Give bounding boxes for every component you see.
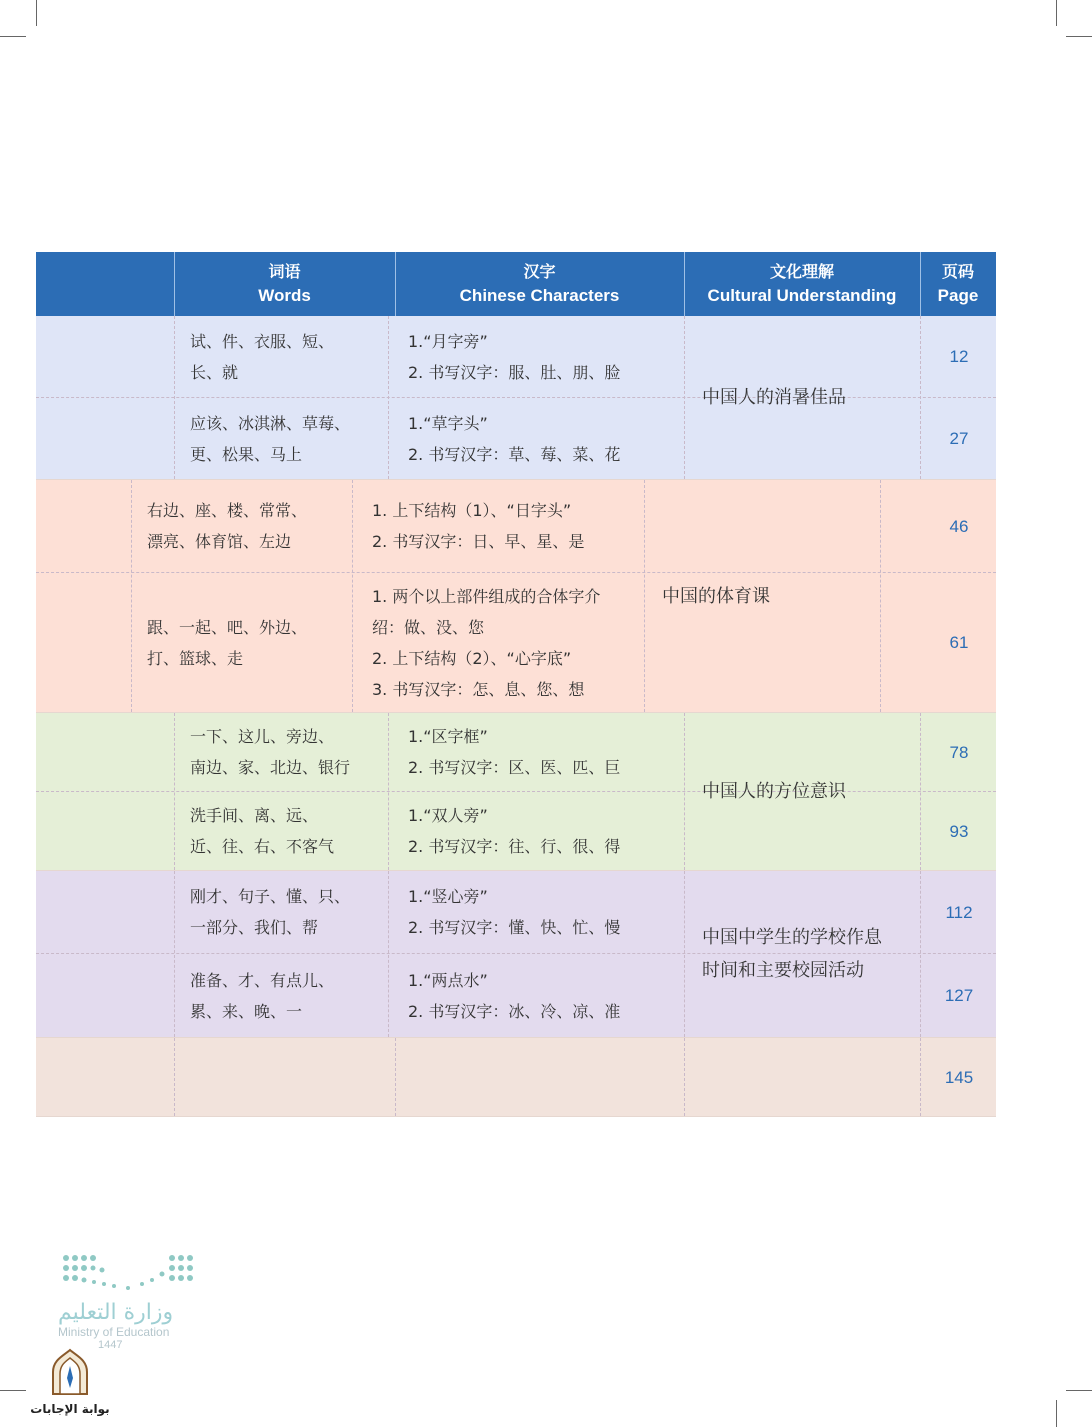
mosque-arch-icon (47, 1348, 93, 1396)
page-number[interactable]: 78 (949, 742, 969, 762)
ministry-logo (58, 1250, 208, 1351)
lesson-words: 准备、才、有点儿、 累、来、晚、一 (190, 970, 335, 1021)
unit-culture: 中国的体育课 (662, 585, 770, 607)
ministry-name-arabic: وزارة التعليم (58, 1300, 174, 1325)
page-number[interactable]: 145 (944, 1067, 974, 1087)
unit-5 (36, 1038, 996, 1117)
lesson-words: 试、件、衣服、短、 长、就 (190, 331, 335, 382)
header-words: 词语 Words (258, 262, 311, 305)
unit-culture: 中国中学生的学校作息 时间和主要校园活动 (702, 927, 882, 981)
crop-mark (1056, 1400, 1057, 1427)
lesson-words: 右边、座、楼、常常、 漂亮、体育馆、左边 (147, 501, 308, 551)
lesson-chars: 1. 上下结构（1）、“日字头” 2. 书写汉字：日、早、星、是 (372, 501, 585, 551)
table-of-contents (36, 252, 996, 1117)
ministry-name-english: Ministry of Education (58, 1325, 170, 1339)
unit-3 (36, 713, 996, 871)
header-chars: 汉字 Chinese Characters (459, 262, 620, 305)
ministry-dots-icon (58, 1250, 198, 1298)
unit-4 (36, 871, 996, 1038)
crop-mark (0, 36, 26, 37)
page-number[interactable]: 112 (945, 902, 973, 922)
crop-mark (1056, 0, 1057, 26)
lesson-words: 洗手间、离、远、 近、往、右、不客气 (190, 806, 335, 856)
crop-mark (36, 0, 37, 26)
unit-culture: 中国人的消暑佳品 (702, 387, 846, 408)
lesson-words: 应该、冰淇淋、草莓、 更、松果、马上 (190, 413, 351, 464)
crop-mark (1066, 1390, 1092, 1391)
portal-name: بوابة الإجابات (30, 1402, 110, 1416)
lesson-words: 跟、一起、吧、外边、 打、篮球、走 (147, 617, 308, 668)
portal-logo (30, 1348, 110, 1416)
lesson-row (36, 1038, 996, 1116)
unit-1 (36, 316, 996, 480)
lesson-chars: 1.“竖心旁” 2. 书写汉字：懂、快、忙、慢 (408, 887, 621, 937)
header-page: 页码 Page (937, 262, 979, 305)
crop-mark (0, 1390, 26, 1391)
lesson-chars: 1.“草字头” 2. 书写汉字：草、莓、菜、花 (408, 413, 621, 464)
page-number[interactable]: 12 (949, 347, 969, 366)
crop-mark (1066, 36, 1092, 37)
lesson-chars: 1.“区字框” 2. 书写汉字：区、医、匹、巨 (408, 727, 621, 777)
unit-2 (36, 480, 996, 713)
unit-culture: 中国人的方位意识 (702, 781, 846, 802)
lesson-words: 一下、这儿、旁边、 南边、家、北边、银行 (190, 727, 351, 777)
page-number[interactable]: 46 (949, 516, 969, 536)
page-number[interactable]: 61 (949, 633, 969, 652)
page-number[interactable]: 27 (949, 429, 969, 448)
lesson-chars: 1.“两点水” 2. 书写汉字：冰、冷、凉、准 (408, 970, 621, 1021)
lesson-words: 刚才、句子、懂、只、 一部分、我们、帮 (190, 887, 351, 937)
table-header (36, 252, 996, 316)
lesson-chars: 1.“双人旁” 2. 书写汉字：往、行、很、得 (408, 806, 621, 856)
page-number[interactable]: 127 (944, 986, 974, 1005)
lesson-chars: 1.“月字旁” 2. 书写汉字：服、肚、朋、脸 (408, 331, 621, 382)
lesson-chars: 1. 两个以上部件组成的合体字介 绍：做、没、您 2. 上下结构（2）、“心字底” 3. 书写汉字：怎、息、您、想 (372, 586, 601, 699)
header-culture: 文化理解 Cultural Understanding (707, 262, 897, 305)
ministry-year: 1447 (98, 1339, 123, 1351)
page-number[interactable]: 93 (949, 821, 969, 841)
